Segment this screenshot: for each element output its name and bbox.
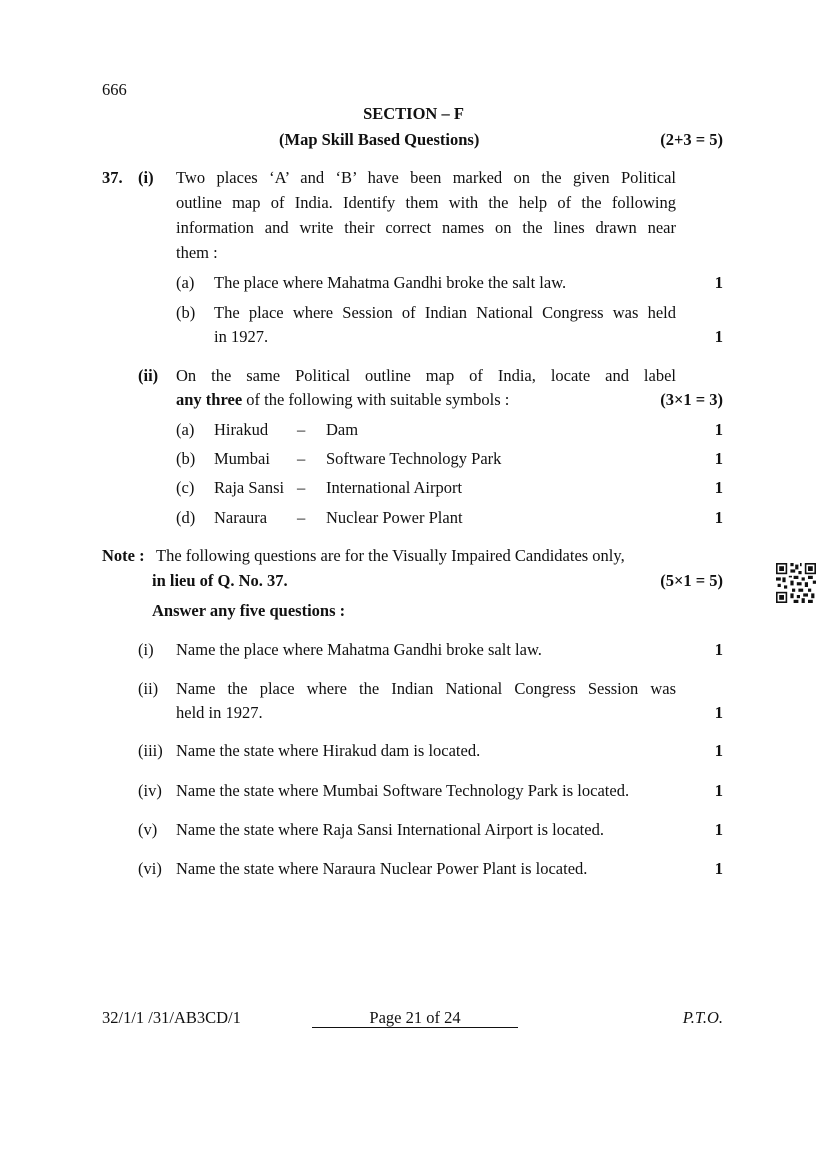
vi-q1-mark: 1 — [714, 640, 723, 659]
vi-q2-line-1: Name the place where the Indian National Congress Session was — [176, 679, 676, 698]
note-instruction: Answer any five questions : — [152, 601, 346, 620]
vi-q1-label: (i) — [138, 640, 154, 659]
section-title: SECTION – F — [363, 104, 464, 123]
part-i-item-b-line-2: in 1927. — [214, 327, 269, 346]
part-ii-item-b-label: (b) — [176, 449, 196, 468]
footer-pto: P.T.O. — [682, 1008, 723, 1027]
part-ii-item-b-dash: – — [297, 449, 306, 468]
vi-q3-label: (iii) — [138, 741, 163, 760]
part-ii-label: (ii) — [138, 366, 159, 385]
part-i-line-2: outline map of India. Identify them with the help of the following — [176, 193, 676, 212]
vi-q2-label: (ii) — [138, 679, 159, 698]
part-i-item-a-text: The place where Mahatma Gandhi broke the salt law. — [214, 273, 567, 292]
qr-code-icon — [776, 563, 816, 603]
note-label: Note : — [102, 546, 145, 565]
question-number: 37. — [102, 168, 123, 187]
note-line-1: The following questions are for the Visually Impaired Candidates only, — [156, 546, 625, 565]
part-ii-item-a-label: (a) — [176, 420, 195, 439]
vi-q5-mark: 1 — [714, 820, 723, 839]
vi-q3-mark: 1 — [714, 741, 723, 760]
part-ii-item-a-place: Hirakud — [214, 420, 269, 439]
part-ii-item-c-mark: 1 — [714, 478, 723, 497]
part-ii-line-2 — [176, 390, 509, 410]
part-ii-item-b-mark: 1 — [714, 449, 723, 468]
part-ii-item-b-desc: Software Technology Park — [326, 449, 502, 468]
vi-q2-mark: 1 — [714, 703, 723, 722]
part-ii-marks: (3×1 = 3) — [660, 390, 723, 409]
vi-q4-mark: 1 — [714, 781, 723, 800]
vi-q4-text: Name the state where Mumbai Software Technology Park is located. — [176, 781, 630, 800]
part-i-line-3: information and write their correct names on the lines drawn near — [176, 218, 676, 237]
part-i-item-b-mark: 1 — [714, 327, 723, 346]
section-subtitle: (Map Skill Based Questions) — [279, 130, 480, 149]
part-i-item-b-label: (b) — [176, 303, 196, 322]
footer-code: 32/1/1 /31/AB3CD/1 — [102, 1008, 241, 1027]
section-marks: (2+3 = 5) — [660, 130, 723, 149]
part-ii-item-a-dash: – — [297, 420, 306, 439]
part-ii-item-c-desc: International Airport — [326, 478, 463, 497]
part-ii-item-c-dash: – — [297, 478, 306, 497]
vi-q5-text: Name the state where Raja Sansi International Airport is located. — [176, 820, 604, 839]
part-ii-line-1: On the same Political outline map of India, locate and label — [176, 366, 676, 385]
vi-q4-label: (iv) — [138, 781, 162, 800]
part-ii-item-c-label: (c) — [176, 478, 195, 497]
footer-page-underline — [312, 1027, 518, 1028]
part-i-item-a-mark: 1 — [714, 273, 723, 292]
part-ii-item-a-desc: Dam — [326, 420, 359, 439]
part-ii-item-b-place: Mumbai — [214, 449, 270, 468]
part-ii-emphasis: any three — [176, 390, 243, 409]
part-i-line-1: Two places ‘A’ and ‘B’ have been marked on the given Political — [176, 168, 676, 187]
vi-q2-line-2: held in 1927. — [176, 703, 263, 722]
part-ii-line-2-rest: of the following with suitable symbols : — [242, 390, 510, 409]
part-ii-item-d-mark: 1 — [714, 508, 723, 527]
vi-q3-text: Name the state where Hirakud dam is located. — [176, 741, 481, 760]
part-ii-item-d-desc: Nuclear Power Plant — [326, 508, 463, 527]
vi-q6-mark: 1 — [714, 859, 723, 878]
footer-page-number: Page 21 of 24 — [369, 1008, 461, 1027]
vi-q6-text: Name the state where Naraura Nuclear Power Plant is located. — [176, 859, 588, 878]
part-i-label: (i) — [138, 168, 154, 187]
part-i-line-4: them : — [176, 243, 218, 262]
part-i-item-b-line-1: The place where Session of Indian National Congress was held — [214, 303, 676, 322]
vi-q6-label: (vi) — [138, 859, 162, 878]
part-ii-item-d-dash: – — [297, 508, 306, 527]
note-marks: (5×1 = 5) — [660, 571, 723, 590]
vi-q5-label: (v) — [138, 820, 158, 839]
note-line-2: in lieu of Q. No. 37. — [152, 571, 288, 590]
part-i-item-a-label: (a) — [176, 273, 195, 292]
part-ii-item-d-label: (d) — [176, 508, 196, 527]
part-ii-item-c-place: Raja Sansi — [214, 478, 285, 497]
part-ii-item-a-mark: 1 — [714, 420, 723, 439]
part-ii-item-d-place: Naraura — [214, 508, 268, 527]
vi-q1-text: Name the place where Mahatma Gandhi broke salt law. — [176, 640, 542, 659]
page-number-top: 666 — [102, 80, 127, 99]
